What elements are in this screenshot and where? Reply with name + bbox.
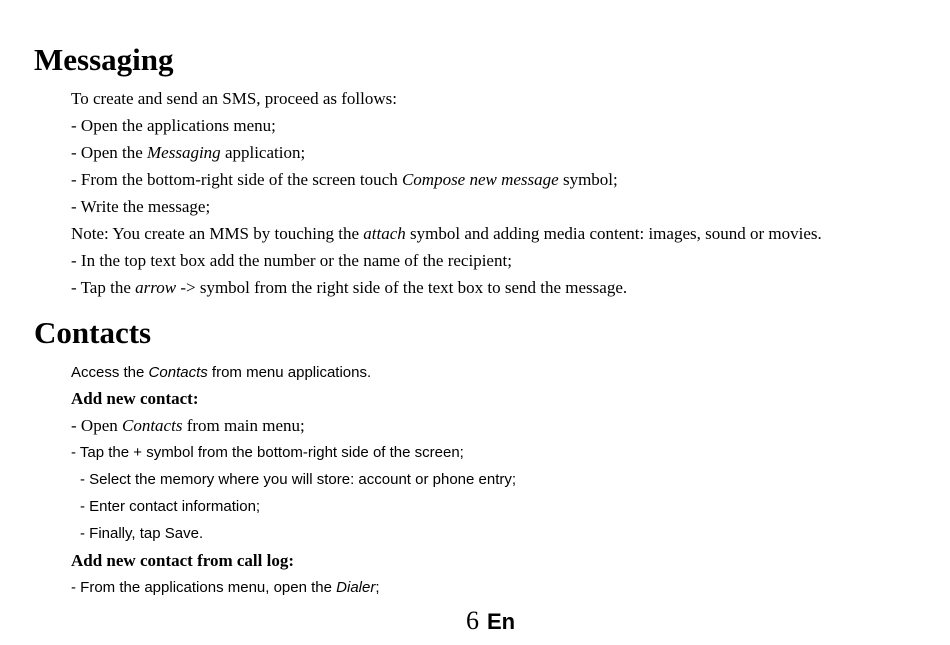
page-footer xyxy=(466,605,515,638)
add-contact-step-tap-plus: - Tap the + symbol from the bottom-right side of the screen; xyxy=(71,444,464,461)
add-contact-step-select-memory: - Select the memory where you will store: account or phone entry; xyxy=(80,471,517,488)
contacts-app-name: Contacts xyxy=(148,364,208,381)
contacts-access: Access the Contacts from menu applications. xyxy=(71,364,372,381)
add-contact-heading: Add new contact: xyxy=(71,389,199,408)
add-contact-step-enter-info: - Enter contact information; xyxy=(80,498,261,515)
dialer-app-name: Dialer xyxy=(336,579,376,596)
section-title-messaging: Messaging xyxy=(34,42,174,77)
messaging-step-open-menu: - Open the applications menu; xyxy=(71,116,276,135)
attach-symbol-name: attach xyxy=(363,224,406,243)
contacts-menu-name: Contacts xyxy=(121,416,183,435)
messaging-step-recipient: - In the top text box add the number or the name of the recipient; xyxy=(71,251,512,270)
section-title-contacts: Contacts xyxy=(34,315,152,350)
compose-symbol-name: Compose new message xyxy=(401,170,559,189)
messaging-step-write: - Write the message; xyxy=(71,197,211,216)
messaging-intro: To create and send an SMS, proceed as follows: xyxy=(71,89,397,108)
add-contact-step-save: - Finally, tap Save. xyxy=(80,525,204,542)
page-number: 6 xyxy=(466,606,479,635)
call-log-step-dialer: - From the applications menu, open the Dialer; xyxy=(71,579,380,596)
messaging-step-open-app: - Open the Messaging application; xyxy=(71,143,306,162)
messaging-app-name: Messaging xyxy=(147,143,221,162)
messaging-step-compose: - From the bottom-right side of the screen touch Compose new message symbol; xyxy=(71,170,618,189)
messaging-mms-note: Note: You create an MMS by touching the attach symbol and adding media content: images, sound or movies. xyxy=(71,224,822,243)
messaging-step-send: - Tap the arrow -> symbol from the right side of the text box to send the message. xyxy=(71,278,628,297)
add-contact-step-open: - Open Contacts from main menu; xyxy=(71,416,305,435)
language-label: En xyxy=(487,609,516,634)
arrow-symbol-name: arrow xyxy=(135,278,177,297)
call-log-heading: Add new contact from call log: xyxy=(71,551,295,570)
